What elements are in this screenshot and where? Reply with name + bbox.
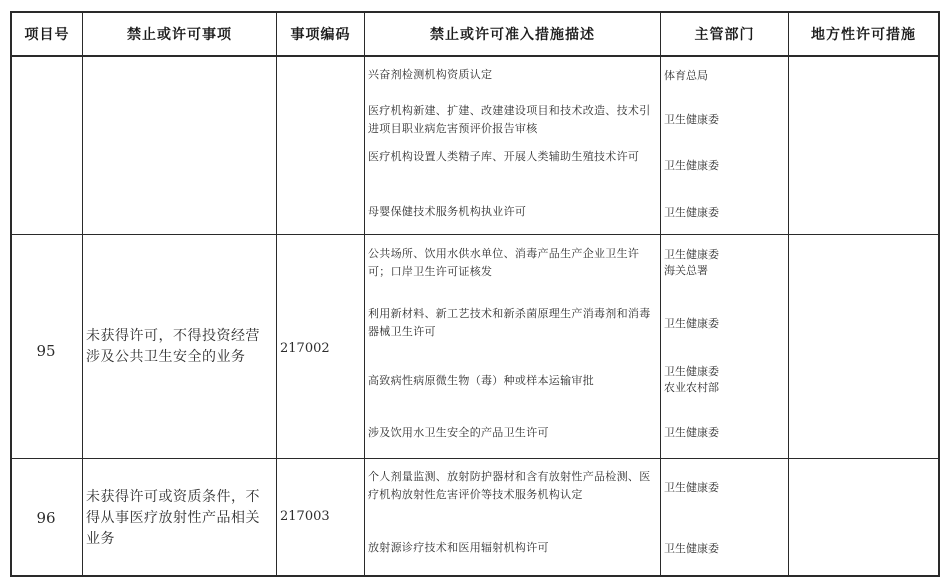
measure-description: 涉及饮用水卫生安全的产品卫生许可 (368, 426, 549, 439)
header-project-no: 项目号 (24, 26, 70, 43)
department (664, 425, 782, 441)
table-border-right (938, 11, 940, 576)
header-divider (10, 55, 940, 57)
department-name: 卫生健康委 (664, 159, 719, 172)
header-dept: 主管部门 (694, 26, 755, 43)
department-name: 卫生健康委 (664, 206, 719, 219)
department (664, 316, 782, 332)
department-name: 卫生健康委 (664, 542, 719, 555)
measure-description: 医疗机构设置人类精子库、开展人类辅助生殖技术许可 (368, 150, 640, 163)
matter-description: 未获得许可或资质条件，不得从事医疗放射性产品相关业务 (86, 489, 260, 547)
header-matter: 禁止或许可事项 (127, 26, 232, 43)
department-name: 卫生健康委 (664, 113, 719, 126)
department-name: 卫生健康委 (664, 365, 719, 378)
row-divider (10, 234, 940, 235)
department (664, 205, 782, 221)
matter-description: 未获得许可，不得投资经营涉及公共卫生安全的业务 (86, 328, 260, 365)
department (664, 247, 782, 279)
measure-description: 医疗机构新建、扩建、改建建设项目和技术改造、技术引进项目职业病危害预评价报告审核 (368, 104, 651, 135)
department (664, 480, 782, 496)
department-name: 卫生健康委 (664, 481, 719, 494)
matter-code: 217003 (280, 509, 330, 524)
header-local-measure: 地方性许可措施 (811, 26, 916, 43)
department (664, 364, 782, 396)
project-number: 95 (36, 342, 56, 360)
department-name: 卫生健康委 (664, 248, 719, 261)
measure-description: 公共场所、饮用水供水单位、消毒产品生产企业卫生许可；口岸卫生许可证核发 (368, 247, 640, 278)
matter-code: 217002 (280, 341, 330, 356)
project-number: 96 (36, 509, 56, 527)
department (664, 68, 782, 84)
table-border-bottom (10, 575, 940, 577)
column-divider (364, 11, 365, 576)
header-code: 事项编码 (290, 26, 351, 43)
row-divider (10, 458, 940, 459)
column-divider (788, 11, 789, 576)
column-divider (660, 11, 661, 576)
measure-description: 兴奋剂检测机构资质认定 (368, 68, 493, 81)
department-name: 卫生健康委 (664, 426, 719, 439)
header-measure: 禁止或许可准入措施描述 (430, 26, 595, 43)
table-border-left (10, 11, 12, 576)
department-name: 体育总局 (664, 69, 708, 82)
measure-description: 利用新材料、新工艺技术和新杀菌原理生产消毒剂和消毒器械卫生许可 (368, 307, 651, 338)
department (664, 541, 782, 557)
measure-description: 个人剂量监测、放射防护器材和含有放射性产品检测、医疗机构放射性危害评价等技术服务机构认定 (368, 470, 651, 501)
measure-description: 母婴保健技术服务机构执业许可 (368, 205, 527, 218)
measure-description: 放射源诊疗技术和医用辐射机构许可 (368, 541, 549, 554)
department (664, 112, 782, 128)
department-name: 卫生健康委 (664, 317, 719, 330)
column-divider (276, 11, 277, 576)
department (664, 158, 782, 174)
measure-description: 高致病性病原微生物（毒）种或样本运输审批 (368, 374, 594, 387)
column-divider (82, 11, 83, 576)
department-name: 海关总署 (664, 264, 708, 277)
department-name: 农业农村部 (664, 381, 719, 394)
